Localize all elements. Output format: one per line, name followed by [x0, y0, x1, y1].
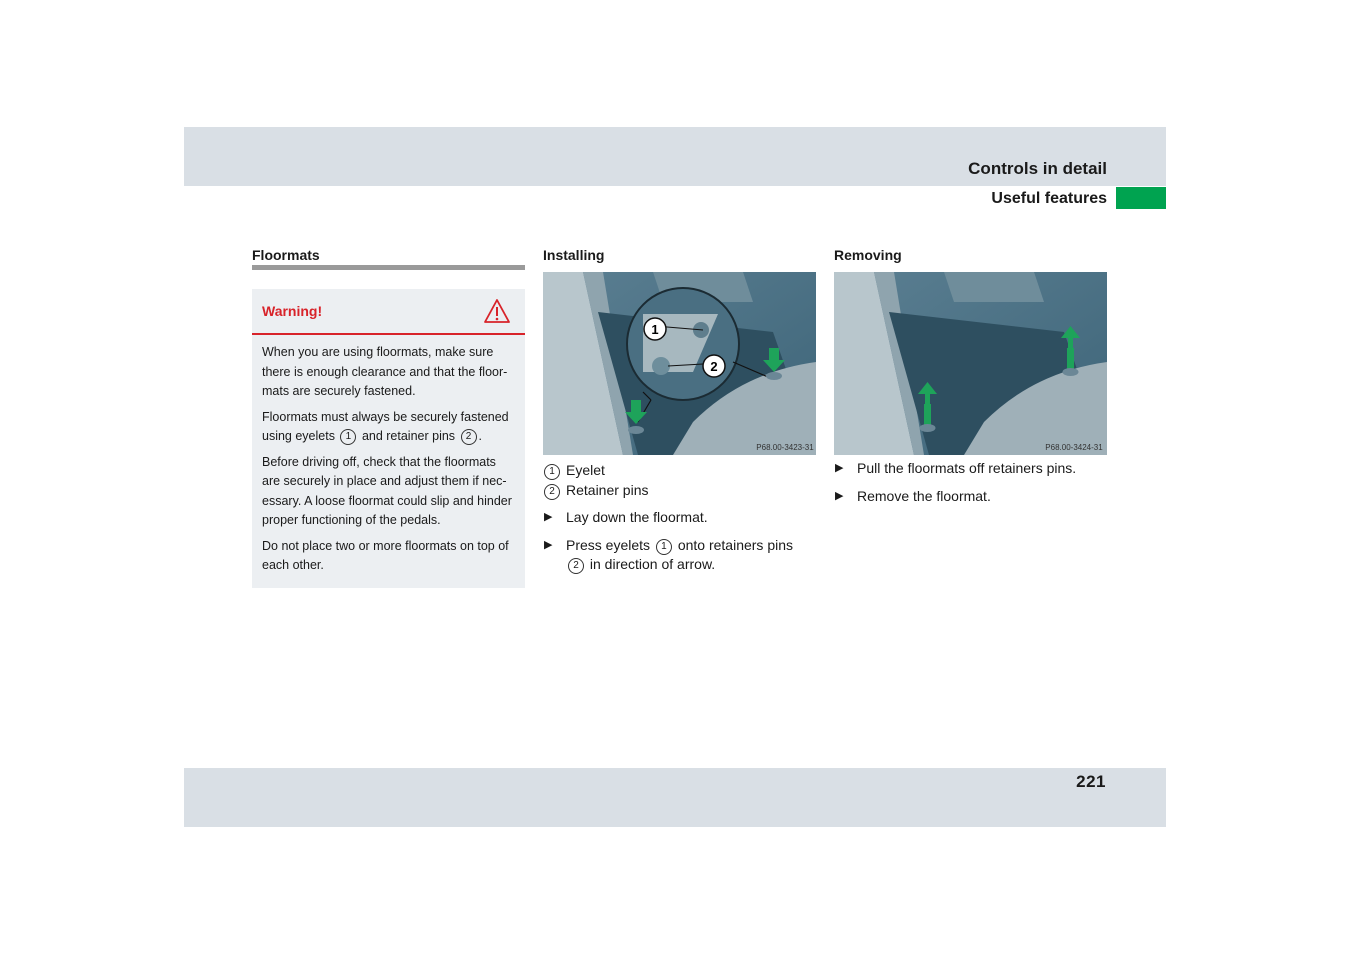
step-text: Press eyelets: [566, 536, 651, 553]
legend-item: [543, 481, 816, 501]
legend-item: [543, 461, 816, 481]
step-item: [834, 487, 1107, 507]
chapter-title: Controls in detail: [968, 159, 1107, 178]
installing-heading: Installing: [543, 247, 605, 263]
warning-body: [252, 335, 525, 576]
removing-photo: [834, 272, 1107, 455]
photo-marker-1: 1: [651, 322, 659, 337]
photo-marker-2: 2: [710, 359, 718, 374]
warning-triangle-icon: [483, 298, 511, 324]
removing-column: [834, 246, 1107, 514]
warning-paragraph: Before driving off, check that the floormats are securely in place and adjust them if nec-essary. A loose floormat could slip and hinder proper functioning of the pedals.: [262, 454, 512, 527]
bullet-icon: ▶: [544, 538, 553, 551]
warning-paragraph: [262, 408, 517, 447]
warning-label: Warning!: [262, 303, 323, 319]
marker-2: 2: [461, 429, 477, 445]
image-code: P68.00-3424-31: [1045, 443, 1103, 452]
warning-box: [252, 289, 525, 588]
bullet-icon: ▶: [835, 489, 844, 502]
step-text: Lay down the floormat.: [566, 509, 708, 525]
marker-2: 2: [568, 558, 584, 574]
legend: [543, 461, 816, 500]
section-title: Useful features: [991, 190, 1107, 207]
step-item: [543, 508, 816, 528]
marker-1: 1: [340, 429, 356, 445]
legend-label: Retainer pins: [566, 481, 649, 498]
bullet-icon: ▶: [544, 511, 553, 523]
legend-label: Eyelet: [566, 462, 605, 478]
warning-paragraph: Do not place two or more floormats on top of each other.: [262, 538, 509, 572]
warning-text: Floormats must always be securely fastened using eyelets: [262, 409, 509, 443]
removing-steps: [834, 459, 1107, 506]
section-tab-marker: [1116, 187, 1166, 209]
floormats-heading: Floormats: [252, 246, 525, 270]
step-text: Pull the floormats off retainers pins.: [857, 460, 1077, 476]
floormats-column: [252, 246, 525, 588]
page-number: 221: [1076, 772, 1106, 791]
installing-photo: [543, 272, 816, 455]
step-text: onto retainers pins: [677, 536, 794, 553]
marker-2: 2: [544, 484, 560, 500]
installing-steps: [543, 508, 816, 575]
warning-header: [252, 289, 525, 335]
image-code: P68.00-3423-31: [756, 443, 814, 452]
step-text: Remove the floormat.: [857, 487, 991, 504]
step-text: in direction of arrow.: [589, 556, 716, 572]
step-item: [834, 459, 1107, 479]
step-item: [543, 536, 816, 575]
marker-1: 1: [544, 464, 560, 480]
warning-text: .: [478, 429, 483, 443]
bullet-icon: ▶: [835, 462, 844, 474]
warning-paragraph: When you are using floormats, make sure there is enough clearance and that the floor-mats are securely fastened.: [262, 345, 508, 398]
warning-text: and retainer pins: [361, 429, 456, 443]
marker-1: 1: [656, 539, 672, 555]
footer-band: [184, 768, 1166, 827]
removing-heading: Removing: [834, 247, 902, 263]
installing-column: [543, 246, 816, 583]
